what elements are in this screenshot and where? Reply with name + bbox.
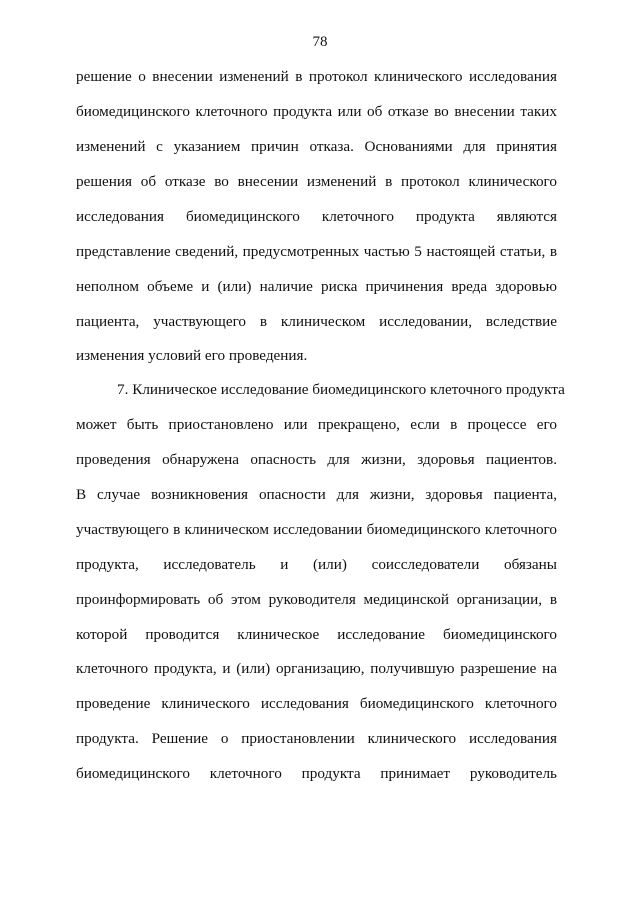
- text-line: изменений с указанием причин отказа. Основаниями для принятия: [76, 138, 557, 155]
- text-line: продукта. Решение о приостановлении клинического исследования: [76, 730, 557, 747]
- text-line: проведение клинического исследования биомедицинского клеточного: [76, 695, 557, 712]
- paragraph-last-line: изменения условий его проведения.: [76, 347, 308, 364]
- text-line: В случае возникновения опасности для жизни, здоровья пациента,: [76, 486, 557, 503]
- text-line: проведения обнаружена опасность для жизни, здоровья пациентов.: [76, 451, 557, 468]
- text-line: пациента, участвующего в клиническом исследовании, вследствие: [76, 313, 557, 330]
- text-line: исследования биомедицинского клеточного продукта являются: [76, 208, 557, 225]
- text-line: решения об отказе во внесении изменений в протокол клинического: [76, 173, 557, 190]
- text-line: клеточного продукта, и (или) организацию, получившую разрешение на: [76, 660, 557, 677]
- text-line: биомедицинского клеточного продукта принимает руководитель: [76, 765, 557, 782]
- text-line: представление сведений, предусмотренных частью 5 настоящей статьи, в: [76, 243, 557, 260]
- text-line: участвующего в клиническом исследовании биомедицинского клеточного: [76, 521, 557, 538]
- text-line: неполном объеме и (или) наличие риска причинения вреда здоровью: [76, 278, 557, 295]
- text-line: которой проводится клиническое исследование биомедицинского: [76, 626, 557, 643]
- paragraph-first-line: 7. Клиническое исследование биомедицинского клеточного продукта: [117, 381, 565, 398]
- text-line: биомедицинского клеточного продукта или об отказе во внесении таких: [76, 103, 557, 120]
- text-line: может быть приостановлено или прекращено, если в процессе его: [76, 416, 557, 433]
- text-line: продукта, исследователь и (или) соисследователи обязаны: [76, 556, 557, 573]
- text-line: решение о внесении изменений в протокол клинического исследования: [76, 68, 557, 85]
- text-line: проинформировать об этом руководителя медицинской организации, в: [76, 591, 557, 608]
- page-number: 78: [312, 34, 328, 50]
